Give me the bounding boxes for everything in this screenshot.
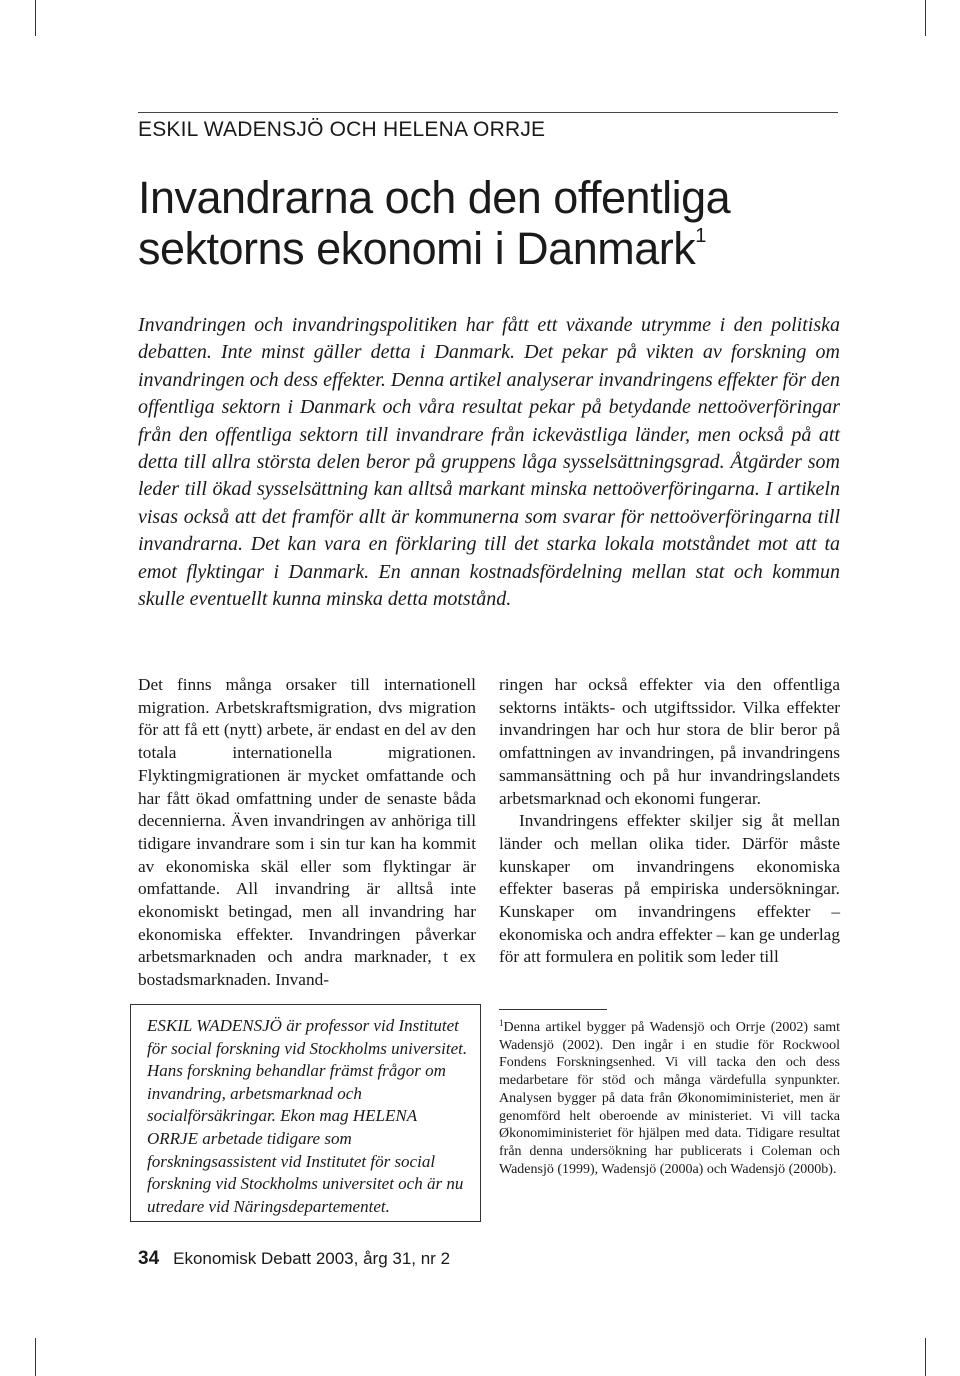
- title-line-2: sektorns ekonomi i Danmark: [138, 223, 696, 274]
- footnote: [499, 1019, 840, 1178]
- crop-mark-bottom-left-vertical: [35, 1338, 36, 1376]
- author-bio-text: ESKIL WADENSJÖ är professor vid Institutet för social forskning vid Stockholms universitet. Hans forskning behandlar främst frågor om invandring, arbetsmarknad och socialförsäkringar. Ekon mag HELENA ORRJE arbetade tidigare som forskningsassistent vid Institutet för social forskning vid Stockholms universitet och är nu utredare vid Näringsdepartementet.: [147, 1016, 468, 1216]
- crop-mark-top-left-vertical: [35, 0, 36, 36]
- crop-mark-bottom-right-vertical: [925, 1338, 926, 1376]
- header-rule: [138, 112, 838, 113]
- crop-mark-top-right-vertical: [925, 0, 926, 36]
- article-authors: ESKIL WADENSJÖ OCH HELENA ORRJE: [138, 118, 546, 141]
- footnote-mark: 1: [499, 1018, 504, 1028]
- body-column-right: [499, 674, 840, 969]
- title-line-1: Invandrarna och den offentliga: [138, 172, 731, 223]
- body-column-left: [138, 674, 476, 992]
- article-abstract: Invandringen och invandringspolitiken har fått ett växande utrymme i den politiska debatten. Inte minst gäller detta i Danmark. Det pekar på vikten av forskning om invandringen och dess effekter. Denna artikel analyserar invandringens effekter för den offentliga sektorn i Danmark och våra resultat pekar på betydande nettoöverföringar från den offentliga sektorn till invandrare från ickevästliga länder, men också på att detta till allra största delen beror på gruppens låga sysselsättningsgrad. Åtgärder som leder till ökad sysselsättning kan alltså markant minska nettoöverföringarna. I artikeln visas också att det framför allt är kommunerna som svarar för nettoöverföringarna till invandrarna. Det kan vara en förklaring till det starka lokala motståndet mot att ta emot flyktingar i Danmark. En annan kostnadsfördelning mellan stat och kommun skulle eventuellt kunna minska detta motstånd.: [138, 314, 840, 611]
- body-paragraph: ringen har också effekter via den offentliga sektorns intäkts- och utgiftssidor. Vilka effekter invandringen har och hur stora de blir beror på omfattningen av invandringen, på invandringens sammansättning och på hur invandringslandets arbetsmarknad och ekonomi fungerar.: [499, 675, 840, 808]
- journal-citation: Ekonomisk Debatt 2003, årg 31, nr 2: [173, 1249, 451, 1268]
- footnote-text: Denna artikel bygger på Wadensjö och Orrje (2002) samt Wadensjö (2002). Den ingår i en studie för Rockwool Fondens Forskningsenhed. Vi vill tacka den och dess medarbetare för stöd och många värdefulla synpunkter. Analysen bygger på data från Økonomiministeriet, men är genomförd helt oberoende av ministeriet. Vi vill tacka Økonomiministeriet för hjälpen med data. Tidigare resultat från denna undersökning har publicerats i Coleman och Wadensjö (1999), Wadensjö (2000a) och Wadensjö (2000b).: [499, 1020, 840, 1177]
- page-number: 34: [138, 1248, 160, 1269]
- title-footnote-mark: 1: [695, 225, 706, 247]
- article-title: [138, 172, 838, 274]
- footnote-rule: [499, 1009, 607, 1010]
- body-paragraph: Det finns många orsaker till internationell migration. Arbetskraftsmigration, dvs migration för att få ett (nytt) arbete, är endast en del av den totala internationella migrationen. Flyktingmigrationen är mycket omfattande och har fått ökad omfattning under de senaste båda decennierna. Även invandringen av anhöriga till tidigare invandrare som i sin tur kan ha kommit av ekonomiska skäl eller som flyktingar är omfattande. All invandring är alltså inte ekonomiskt betingad, men all invandring har ekonomiska effekter. Invandringen påverkar arbetsmarknaden och andra marknader, t ex bostadsmarknaden. Invand-: [138, 675, 476, 990]
- author-bio-box: [130, 1004, 481, 1222]
- body-paragraph: Invandringens effekter skiljer sig åt mellan länder och mellan olika tider. Därför måste kunskaper om invandringens ekonomiska effekter baseras på empiriska undersökningar. Kunskaper om invandringens effekter – ekonomiska och andra effekter – kan ge underlag för att formulera en politik som leder till: [499, 811, 840, 967]
- page-footer: [138, 1248, 450, 1270]
